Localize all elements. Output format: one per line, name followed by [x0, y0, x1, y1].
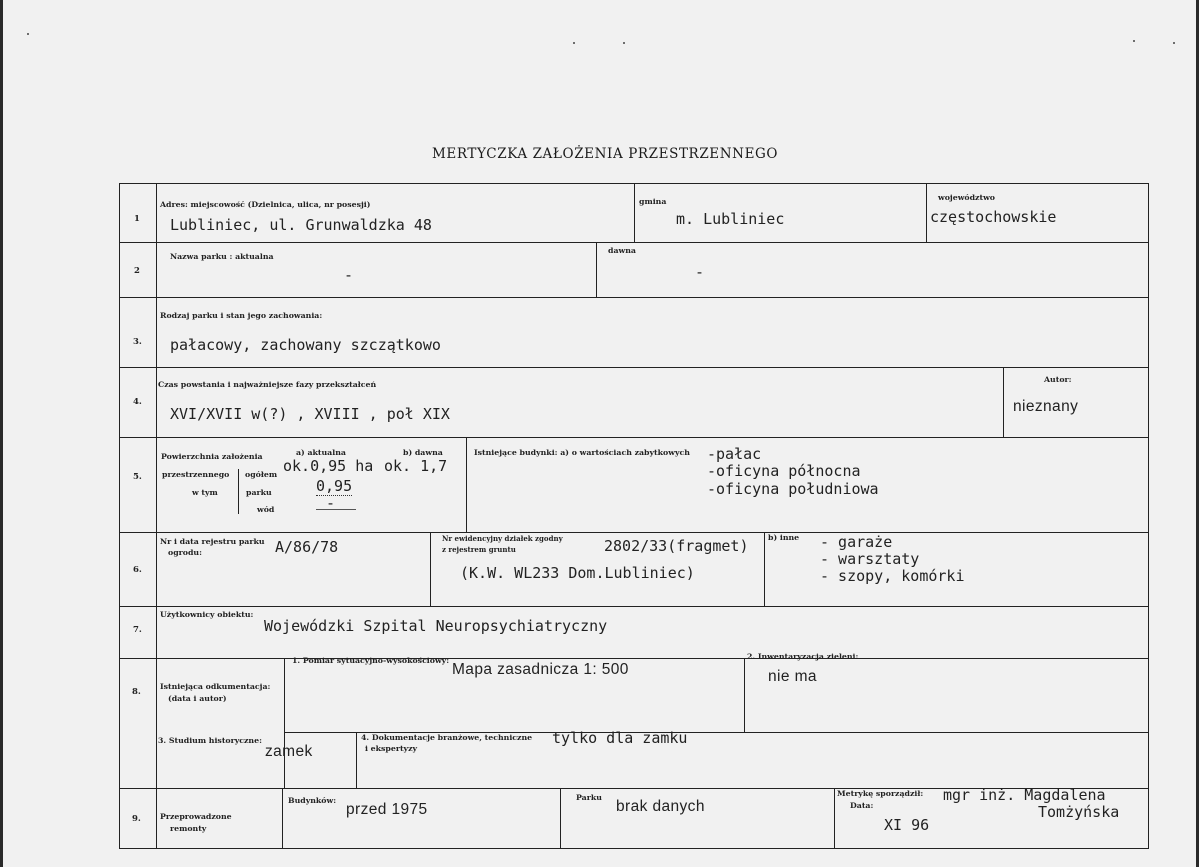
survey-label: 1. Pomiar sytuacyjno-wysokościowy:	[292, 656, 450, 665]
building-item: -oficyna południowa	[707, 480, 879, 498]
column-divider	[634, 184, 635, 242]
column-divider	[284, 658, 285, 788]
column-divider	[744, 658, 745, 732]
row-divider	[120, 297, 1148, 298]
repairs-buildings-value: przed 1975	[346, 801, 428, 818]
column-divider	[430, 532, 431, 606]
repairs-park-value: brak danych	[616, 798, 705, 815]
area-water-current-value: -	[326, 494, 336, 512]
made-by-label: Metrykę sporządził:	[837, 789, 924, 798]
register-value: A/86/78	[275, 538, 339, 556]
register-label: Nr i data rejestru parku	[160, 537, 265, 546]
park-type-label: Rodzaj parku i stan jego zachowania:	[160, 311, 323, 320]
row-divider	[120, 437, 1148, 438]
scan-speck	[623, 42, 625, 44]
repairs-label-cont: remonty	[170, 824, 207, 833]
inventory-value: nie ma	[768, 668, 817, 685]
row-number: 2	[134, 266, 140, 276]
other-buildings-label: b) inne	[768, 533, 800, 542]
repairs-label: Przeprowadzone	[160, 812, 232, 821]
date-label: Data:	[850, 801, 874, 810]
period-value: XVI/XVII w(?) , XVIII , poł XIX	[170, 405, 450, 423]
plots-label: Nr ewidencyjny działek zgodny	[442, 534, 563, 543]
repairs-park-label: Parku	[576, 793, 602, 802]
column-divider	[356, 732, 357, 788]
area-sub-label: przestrzennego	[162, 470, 230, 479]
row-number: 8.	[132, 687, 141, 697]
area-total-label: ogółem	[245, 470, 278, 479]
area-total-current-value: ok.0,95 ha	[283, 457, 374, 475]
scan-speck	[27, 33, 29, 35]
row-divider	[120, 242, 1148, 243]
area-water-label: wód	[257, 505, 275, 514]
users-label: Użytkownicy obiektu:	[160, 610, 254, 619]
column-divider	[1003, 367, 1004, 437]
documentation-label: Istniejąca odkumentacja:	[160, 682, 271, 691]
plots-label-cont: z rejestrem gruntu	[442, 545, 516, 554]
author-value: nieznany	[1013, 398, 1079, 415]
column-divider	[560, 788, 561, 848]
park-old-name-value: -	[695, 263, 705, 281]
area-park-current-value: 0,95	[316, 477, 353, 495]
documentation-label-cont: (data i autor)	[168, 694, 227, 703]
plots-value: 2802/33(fragmet)	[604, 537, 749, 555]
building-item: -pałac	[707, 445, 762, 463]
scan-speck	[1133, 40, 1135, 42]
repairs-buildings-label: Budynków:	[288, 796, 337, 805]
column-divider	[282, 788, 283, 848]
row-number: 7.	[133, 625, 142, 635]
address-value: Lubliniec, ul. Grunwaldzka 48	[170, 216, 432, 234]
register-label-cont: ogrodu:	[168, 548, 202, 557]
row-number: 3.	[133, 337, 142, 347]
area-park-label: parku	[246, 488, 272, 497]
row-number: 6.	[133, 565, 142, 575]
row-number: 4.	[133, 397, 142, 407]
address-label: Adres: miejscowość (Dzielnica, ulica, nr posesji)	[160, 200, 371, 209]
area-total-old-value: ok. 1,7	[384, 458, 448, 475]
area-label: Powierzchnia założenia	[161, 452, 263, 461]
row-divider	[120, 367, 1148, 368]
park-name-label: Nazwa parku : aktualna	[170, 252, 274, 261]
inventory-label: 2. Inwentaryzacja zieleni:	[747, 652, 859, 661]
area-current-label: a) aktualna	[296, 448, 346, 457]
made-by-value-cont: Tomżyńska	[1038, 803, 1120, 821]
branch-docs-label: 4. Dokumentacje branżowe, techniczne	[361, 733, 533, 742]
column-divider	[596, 242, 597, 297]
survey-value: Mapa zasadnicza 1: 500	[452, 661, 629, 678]
buildings-label: Istniejące budynki: a) o wartościach zabytkowych	[474, 448, 690, 457]
plots-land-register-value: (K.W. WL233 Dom.Lubliniec)	[460, 564, 695, 582]
record-form	[119, 183, 1149, 849]
period-label: Czas powstania i najważniejsze fazy przekształceń	[158, 380, 377, 389]
other-building-item: - warsztaty	[820, 550, 920, 568]
column-divider	[926, 184, 927, 242]
made-by-value: mgr inż. Magdalena	[943, 786, 1106, 804]
branch-docs-label-cont: i ekspertyzy	[365, 744, 418, 753]
park-name-value: -	[344, 266, 354, 284]
users-value: Wojewódzki Szpital Neuropsychiatryczny	[264, 617, 608, 635]
document-title: MERTYCZKA ZAŁOŻENIA PRZESTRZENNEGO	[432, 146, 779, 162]
park-type-value: pałacowy, zachowany szczątkowo	[170, 336, 441, 354]
studies-label: 3. Studium historyczne:	[158, 736, 262, 745]
building-item: -oficyna północna	[707, 462, 861, 480]
row-number: 9.	[132, 814, 141, 824]
other-building-item: - szopy, komórki	[820, 567, 965, 585]
column-divider	[834, 788, 835, 848]
column-divider	[466, 437, 467, 532]
row-number: 1	[134, 214, 140, 224]
park-old-name-label: dawna	[608, 246, 636, 255]
other-building-item: - garaże	[820, 533, 893, 551]
voivodeship-label: województwo	[938, 193, 995, 202]
voivodeship-value: częstochowskie	[930, 208, 1057, 226]
row-divider	[120, 658, 1148, 659]
area-in-which-label: w tym	[192, 488, 218, 497]
row-number: 5.	[133, 472, 142, 482]
column-divider	[238, 469, 239, 514]
scan-speck	[573, 42, 575, 44]
branch-docs-value: tylko dla zamku	[552, 729, 688, 747]
number-column-separator	[156, 184, 157, 848]
water-underline	[316, 509, 356, 510]
author-label: Autor:	[1044, 375, 1072, 384]
studies-value: zamek	[265, 743, 313, 760]
area-old-label: b) dawna	[403, 448, 443, 457]
gmina-value: m. Lubliniec	[676, 210, 785, 228]
scan-speck	[1173, 42, 1175, 44]
date-value: XI 96	[884, 816, 930, 834]
column-divider	[764, 532, 765, 606]
row-divider	[120, 532, 1148, 533]
gmina-label: gmina	[639, 197, 667, 206]
row-divider	[120, 606, 1148, 607]
